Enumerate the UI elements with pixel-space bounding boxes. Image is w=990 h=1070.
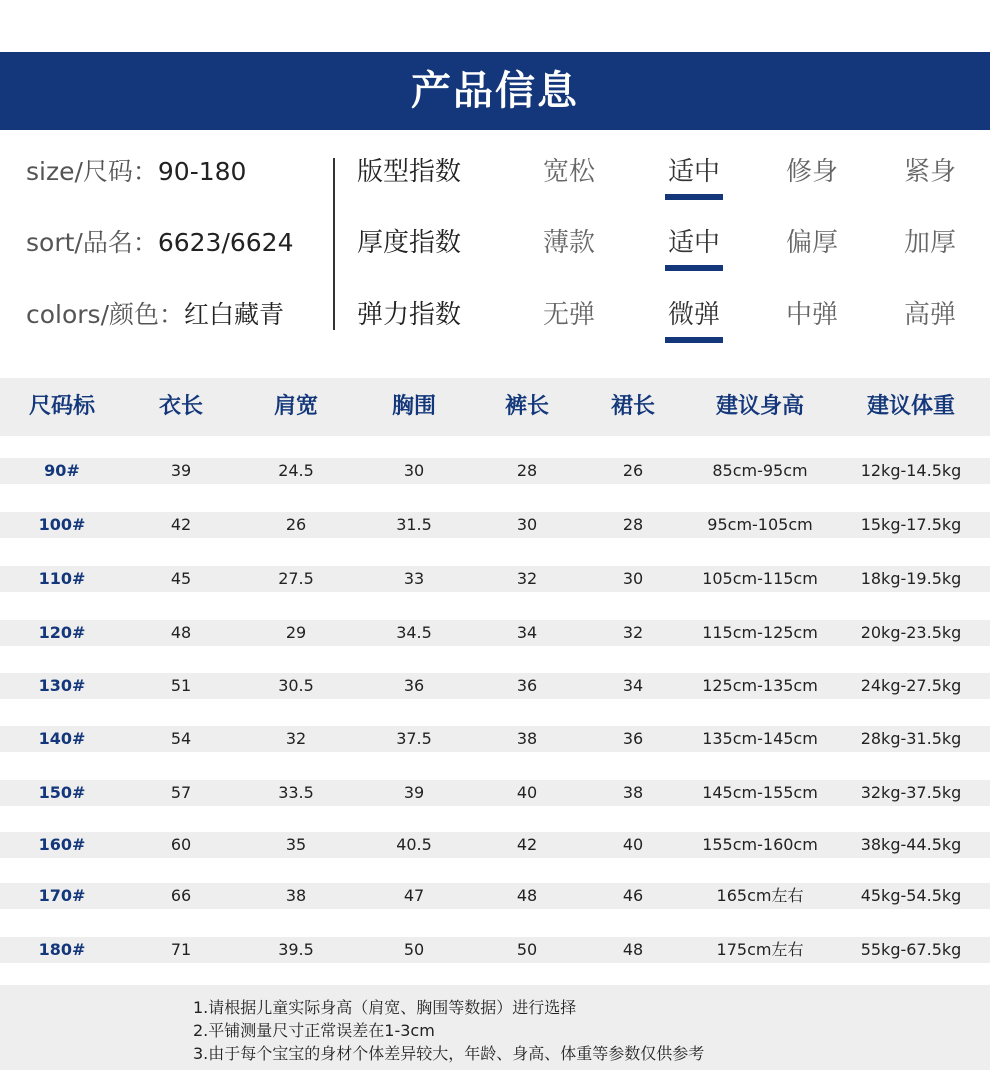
table-cell: 42 <box>516 835 538 854</box>
size-table-header <box>0 378 990 436</box>
table-cell: 26 <box>285 515 307 534</box>
table-cell: 50 <box>516 940 538 959</box>
index-option: 偏厚 <box>785 228 838 258</box>
size-label-cell: 110# <box>38 569 86 588</box>
column-header: 裙长 <box>610 394 655 419</box>
column-header: 胸围 <box>391 394 436 419</box>
index-option: 宽松 <box>542 157 595 187</box>
table-cell: 45kg-54.5kg <box>860 886 962 905</box>
column-header: 建议体重 <box>866 394 955 419</box>
table-row <box>0 937 990 963</box>
table-cell: 36 <box>403 676 425 695</box>
table-cell: 32 <box>622 623 644 642</box>
index-option-selected: 适中 <box>667 228 720 258</box>
table-row <box>0 512 990 538</box>
table-cell: 37.5 <box>396 729 432 748</box>
table-cell: 24.5 <box>278 461 314 480</box>
table-cell: 115cm-125cm <box>702 623 818 642</box>
table-cell: 28kg-31.5kg <box>860 729 962 748</box>
table-cell: 38kg-44.5kg <box>860 835 962 854</box>
table-row <box>0 620 990 646</box>
table-cell: 24kg-27.5kg <box>860 676 962 695</box>
size-label-cell: 90# <box>44 461 80 480</box>
table-cell: 31.5 <box>396 515 432 534</box>
note-1: 1.请根据儿童实际身高（肩宽、胸围等数据）进行选择 <box>193 998 577 1017</box>
index-option-selected: 适中 <box>667 157 720 187</box>
size-label-cell: 180# <box>38 940 86 959</box>
table-cell: 55kg-67.5kg <box>860 940 962 959</box>
table-cell: 48 <box>516 886 538 905</box>
selected-underline <box>665 194 723 200</box>
notes-panel <box>0 985 990 1070</box>
table-row <box>0 883 990 909</box>
table-row <box>0 780 990 806</box>
table-cell: 18kg-19.5kg <box>860 569 962 588</box>
table-cell: 33.5 <box>278 783 314 802</box>
size-label-cell: 100# <box>38 515 86 534</box>
table-cell: 20kg-23.5kg <box>860 623 962 642</box>
size-label-cell: 170# <box>38 886 86 905</box>
table-row <box>0 566 990 592</box>
column-header: 裤长 <box>504 394 549 419</box>
table-cell: 95cm-105cm <box>707 515 813 534</box>
table-cell: 40.5 <box>396 835 432 854</box>
table-cell: 40 <box>516 783 538 802</box>
table-cell: 66 <box>170 886 192 905</box>
index-label: 弹力指数 <box>357 300 462 330</box>
table-cell: 30 <box>403 461 425 480</box>
index-option: 紧身 <box>903 157 956 187</box>
size-label-cell: 130# <box>38 676 86 695</box>
table-cell: 71 <box>170 940 192 959</box>
table-cell: 42 <box>170 515 192 534</box>
size-label-cell: 150# <box>38 783 86 802</box>
index-option: 中弹 <box>785 300 838 330</box>
table-cell: 33 <box>403 569 425 588</box>
info-size <box>26 157 246 187</box>
table-cell: 27.5 <box>278 569 314 588</box>
column-header: 衣长 <box>158 394 203 419</box>
index-option: 修身 <box>785 157 838 187</box>
index-label: 版型指数 <box>357 157 462 187</box>
table-cell: 39 <box>170 461 192 480</box>
table-cell: 12kg-14.5kg <box>860 461 962 480</box>
index-option-selected: 微弹 <box>667 300 720 330</box>
table-cell: 32kg-37.5kg <box>860 783 962 802</box>
table-row <box>0 832 990 858</box>
page-title: 产品信息 <box>411 68 579 114</box>
column-header: 建议身高 <box>715 394 804 419</box>
info-size-value: 90-180 <box>157 157 247 186</box>
selected-underline <box>665 265 723 271</box>
table-cell: 105cm-115cm <box>702 569 818 588</box>
table-cell: 15kg-17.5kg <box>860 515 962 534</box>
table-cell: 30 <box>622 569 644 588</box>
table-cell: 125cm-135cm <box>702 676 818 695</box>
table-cell: 54 <box>170 729 192 748</box>
info-colors-value: 红白藏青 <box>184 300 285 329</box>
table-cell: 28 <box>516 461 538 480</box>
table-cell: 36 <box>516 676 538 695</box>
table-cell: 51 <box>170 676 192 695</box>
table-cell: 36 <box>622 729 644 748</box>
table-cell: 30 <box>516 515 538 534</box>
table-cell: 45 <box>170 569 192 588</box>
table-cell: 135cm-145cm <box>702 729 818 748</box>
table-cell: 28 <box>622 515 644 534</box>
size-label-cell: 140# <box>38 729 86 748</box>
info-colors-label: colors/颜色： <box>26 300 185 329</box>
size-label-cell: 160# <box>38 835 86 854</box>
index-option: 无弹 <box>542 300 595 330</box>
table-cell: 48 <box>170 623 192 642</box>
info-sort-label: sort/品名： <box>26 228 158 257</box>
table-row <box>0 673 990 699</box>
table-row <box>0 458 990 484</box>
table-cell: 40 <box>622 835 644 854</box>
table-cell: 32 <box>285 729 307 748</box>
table-cell: 155cm-160cm <box>702 835 818 854</box>
index-option: 加厚 <box>903 228 956 258</box>
table-cell: 50 <box>403 940 425 959</box>
size-label-cell: 120# <box>38 623 86 642</box>
table-cell: 29 <box>285 623 307 642</box>
table-cell: 34.5 <box>396 623 432 642</box>
table-cell: 39 <box>403 783 425 802</box>
table-cell: 85cm-95cm <box>712 461 808 480</box>
table-row <box>0 726 990 752</box>
table-cell: 145cm-155cm <box>702 783 818 802</box>
table-cell: 26 <box>622 461 644 480</box>
table-cell: 38 <box>516 729 538 748</box>
table-cell: 35 <box>285 835 307 854</box>
info-colors <box>26 300 284 330</box>
header-banner <box>0 52 990 130</box>
selected-underline <box>665 337 723 343</box>
info-sort-value: 6623/6624 <box>157 228 294 257</box>
table-cell: 47 <box>403 886 425 905</box>
table-cell: 46 <box>622 886 644 905</box>
table-cell: 165cm左右 <box>716 886 804 905</box>
column-header: 尺码标 <box>28 394 95 419</box>
table-cell: 34 <box>516 623 538 642</box>
table-cell: 30.5 <box>278 676 314 695</box>
table-cell: 34 <box>622 676 644 695</box>
table-cell: 60 <box>170 835 192 854</box>
note-3: 3.由于每个宝宝的身材个体差异较大，年龄、身高、体重等参数仅供参考 <box>193 1044 705 1063</box>
index-option: 薄款 <box>542 228 595 258</box>
info-sort <box>26 228 294 258</box>
table-cell: 32 <box>516 569 538 588</box>
column-header: 肩宽 <box>273 394 318 419</box>
table-cell: 39.5 <box>278 940 314 959</box>
index-label: 厚度指数 <box>357 228 462 258</box>
table-cell: 57 <box>170 783 192 802</box>
table-cell: 175cm左右 <box>716 940 804 959</box>
index-option: 高弹 <box>903 300 956 330</box>
note-2: 2.平铺测量尺寸正常误差在1-3cm <box>193 1021 435 1040</box>
table-cell: 48 <box>622 940 644 959</box>
table-cell: 38 <box>622 783 644 802</box>
info-divider <box>333 158 335 330</box>
info-size-label: size/尺码： <box>26 157 158 186</box>
table-cell: 38 <box>285 886 307 905</box>
